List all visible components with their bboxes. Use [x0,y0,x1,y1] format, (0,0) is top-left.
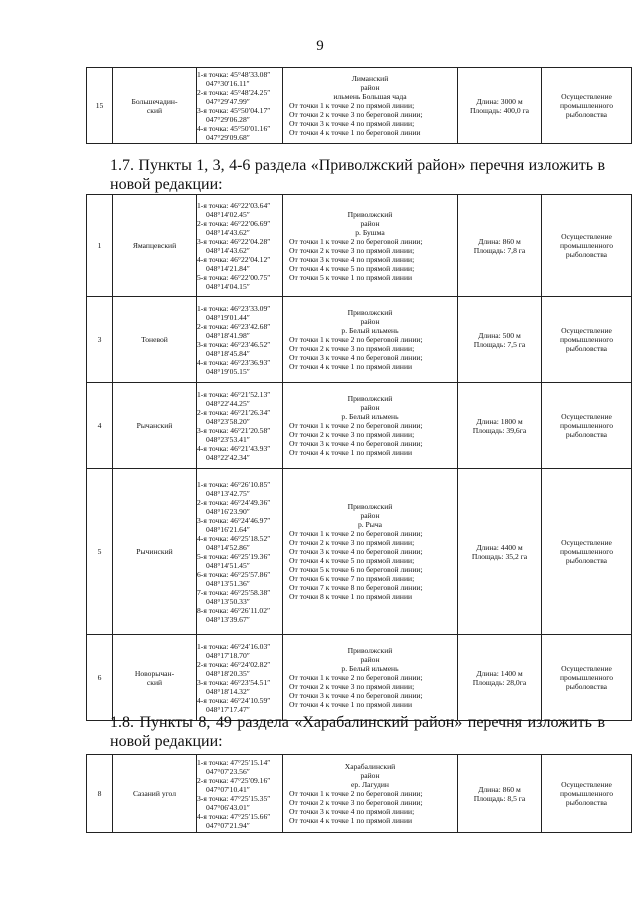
site-area: Площадь: 28,0га [472,677,527,687]
boundary-segment: От точки 5 к точке 1 по прямой линии [289,272,413,282]
coordinate-latitude: 2-я точка: 47°25′09.16″ [197,775,271,785]
coordinate-latitude: 4-я точка: 46°21′43.93″ [197,443,271,453]
coordinate-longitude: 048°19′01.44″ [206,312,250,322]
boundary-segment: От точки 2 к точке 3 по прямой линии; [289,682,415,691]
area-location: Приволжский [347,646,393,655]
boundary-description [283,755,458,833]
boundary-segment: От точки 4 к точке 1 по прямой линии [289,362,413,371]
area-location: район [360,218,380,228]
coordinate-longitude: 047°07′21.94″ [206,820,250,830]
coordinate-longitude: 048°22′42.34″ [206,452,250,462]
site-purpose: Осуществление промышленного рыболовства [542,297,632,383]
coordinate-latitude: 3-я точка: 46°23′46.52″ [197,339,271,349]
coordinate-longitude: 048°13′50.33″ [206,596,250,606]
area-location: Приволжский [347,502,393,511]
coordinate-latitude: 4-я точка: 46°23′36.93″ [197,357,271,367]
table-row [87,755,632,833]
coordinate-latitude: 5-я точка: 46°25′19.36″ [197,551,271,561]
coordinate-latitude: 7-я точка: 46°25′58.38″ [197,587,271,597]
boundary-segment: От точки 3 к точке 4 по береговой линии; [289,691,423,700]
coordinate-latitude: 4-я точка: 47°25′15.66″ [197,811,271,821]
boundary-description [283,297,458,383]
fishing-sites-table-kharabalinsky [86,754,632,833]
section-1-8-heading: 1.8. Пункты 8, 49 раздела «Харабалинский район» перечня изложить в новой редакции: [110,714,605,750]
area-location: р. Бушма [355,227,385,237]
coordinate-longitude: 047°06′43.01″ [206,802,250,812]
site-name: Рычанский [113,383,197,469]
boundary-description [283,469,458,635]
boundary-segment: От точки 1 к точке 2 по береговой линии; [289,335,423,344]
boundary-segment: От точки 4 к точке 1 по береговой линии [289,128,421,137]
site-name: Сазаний угол [113,755,197,833]
boundary-description [283,68,458,144]
coordinate-longitude: 048°13′39.67″ [206,614,250,624]
coordinate-latitude: 1-я точка: 46°22′03.64″ [197,200,271,210]
boundary-segment: От точки 2 к точке 3 по береговой линии; [289,798,423,807]
boundary-segment: От точки 1 к точке 2 по береговой линии; [289,673,423,682]
site-coordinates [197,469,283,635]
coordinate-longitude: 048°14′04.15″ [206,281,250,291]
coordinate-latitude: 1-я точка: 46°24′16.03″ [197,641,271,651]
site-coordinates [197,383,283,469]
site-area: Площадь: 400,0 га [469,105,530,115]
coordinate-latitude: 3-я точка: 46°22′04.28″ [197,236,271,246]
boundary-segment: От точки 1 к точке 2 по береговой линии; [289,236,423,246]
coordinate-latitude: 1-я точка: 45°48′33.08″ [197,69,271,79]
area-location: ильмень Большая чада [333,92,407,101]
site-number: 4 [87,383,113,469]
site-area: Площадь: 39,6га [472,425,527,435]
site-size [458,635,542,721]
boundary-segment: От точки 1 к точке 2 по береговой линии; [289,789,423,798]
area-location: Приволжский [347,209,393,219]
site-number: 5 [87,469,113,635]
coordinate-longitude: 048°13′42.75″ [206,488,250,498]
boundary-segment: От точки 4 к точке 1 по прямой линии [289,448,413,457]
coordinate-longitude: 048°16′23.90″ [206,506,250,516]
coordinate-latitude: 3-я точка: 46°24′46.97″ [197,515,271,525]
coordinate-longitude: 047°30′16.11″ [206,78,250,88]
coordinate-longitude: 048°14′51.45″ [206,560,250,570]
coordinate-longitude: 048°19′05.15″ [206,366,250,376]
coordinate-latitude: 3-я точка: 46°21′20.58″ [197,425,271,435]
boundary-segment: От точки 7 к точке 8 по береговой линии; [289,583,423,592]
site-coordinates [197,635,283,721]
boundary-segment: От точки 2 к точке 3 по прямой линии; [289,245,415,255]
coordinate-longitude: 047°29′47.99″ [206,96,250,106]
site-area: Площадь: 8,5 га [473,793,526,803]
coordinate-longitude: 048°14′02.45″ [206,209,250,219]
table-row [87,469,632,635]
area-location: р. Белый ильмень [341,664,399,673]
coordinate-longitude: 048°17′17.47″ [206,704,250,714]
site-length: Длина: 860 м [478,784,521,794]
area-location: ер. Лагудин [351,780,389,789]
site-size [458,755,542,833]
coordinate-longitude: 048°18′45.84″ [206,348,250,358]
boundary-segment: От точки 1 к точке 2 по береговой линии; [289,421,423,430]
coordinate-latitude: 1-я точка: 46°23′33.09″ [197,303,271,313]
coordinate-latitude: 3-я точка: 45°50′04.17″ [197,105,271,115]
boundary-segment: От точки 3 к точке 4 по береговой линии; [289,439,423,448]
site-area: Площадь: 35,2 га [471,551,528,561]
area-location: район [360,655,380,664]
coordinate-longitude: 048°18′20.35″ [206,668,250,678]
area-location: р. Белый ильмень [341,326,399,335]
coordinate-latitude: 4-я точка: 45°50′01.16″ [197,123,271,133]
coordinate-latitude: 2-я точка: 46°22′06.69″ [197,218,271,228]
site-length: Длина: 860 м [478,236,521,246]
boundary-segment: От точки 5 к точке 6 по береговой линии; [289,565,423,574]
coordinate-latitude: 3-я точка: 46°23′54.51″ [197,677,271,687]
coordinate-longitude: 048°18′14.32″ [206,686,250,696]
site-area: Площадь: 7,5 га [473,339,526,349]
boundary-segment: От точки 3 к точке 4 по береговой линии; [289,353,423,362]
coordinate-longitude: 048°22′44.25″ [206,398,250,408]
site-name: Большечадин- ский [113,68,197,144]
coordinate-latitude: 2-я точка: 46°21′26.34″ [197,407,271,417]
site-size [458,195,542,297]
area-location: район [360,403,380,412]
area-location: район [360,83,380,92]
boundary-segment: От точки 1 к точке 2 по береговой линии; [289,529,423,538]
boundary-segment: От точки 4 к точке 5 по прямой линии; [289,556,415,565]
coordinate-longitude: 048°23′58.20″ [206,416,250,426]
coordinate-latitude: 3-я точка: 47°25′15.35″ [197,793,271,803]
coordinate-latitude: 2-я точка: 46°24′02.82″ [197,659,271,669]
area-location: Приволжский [347,308,393,317]
site-name: Новорычан- ский [113,635,197,721]
coordinate-latitude: 1-я точка: 47°25′15.14″ [197,757,271,767]
boundary-segment: От точки 2 к точке 3 по прямой линии; [289,430,415,439]
site-number: 15 [87,68,113,144]
boundary-segment: От точки 3 к точке 4 по береговой линии; [289,547,423,556]
site-name: Ямапцевский [113,195,197,297]
site-number: 3 [87,297,113,383]
boundary-segment: От точки 2 к точке 3 по прямой линии; [289,538,415,547]
table-row [87,68,632,144]
area-location: р. Рыча [357,520,383,529]
area-location: район [360,511,380,520]
coordinate-latitude: 8-я точка: 46°26′11.02″ [197,605,271,615]
boundary-segment: От точки 3 к точке 4 по прямой линии; [289,807,415,816]
site-coordinates [197,297,283,383]
site-number: 8 [87,755,113,833]
section-1-7-heading: 1.7. Пункты 1, 3, 4-6 раздела «Приволжский район» перечня изложить в новой редакции: [110,157,605,193]
boundary-segment: От точки 2 к точке 3 по прямой линии; [289,344,415,353]
fishing-sites-table-privolzhsky [86,194,632,721]
coordinate-latitude: 5-я точка: 46°22′00.75″ [197,272,271,282]
coordinate-longitude: 048°16′21.64″ [206,524,250,534]
boundary-segment: От точки 4 к точке 5 по прямой линии; [289,263,415,273]
boundary-segment: От точки 3 к точке 4 по прямой линии; [289,254,415,264]
area-location: Харабалинский [344,762,396,771]
site-coordinates [197,195,283,297]
site-length: Длина: 3000 м [476,96,523,106]
area-location: р. Белый ильмень [341,412,399,421]
coordinate-latitude: 1-я точка: 46°21′52.13″ [197,389,271,399]
coordinate-longitude: 047°07′10.41″ [206,784,250,794]
site-coordinates [197,68,283,144]
table-row [87,195,632,297]
coordinate-latitude: 6-я точка: 46°25′57.86″ [197,569,271,579]
coordinate-latitude: 1-я точка: 46°26′10.85″ [197,479,271,489]
site-purpose: Осуществление промышленного рыболовства [542,383,632,469]
coordinate-longitude: 048°17′18.70″ [206,650,250,660]
site-length: Длина: 1800 м [476,416,523,426]
table-row [87,383,632,469]
site-length: Длина: 1400 м [476,668,523,678]
coordinate-longitude: 048°14′52.86″ [206,542,250,552]
fishing-sites-table-limansky [86,67,632,144]
coordinate-longitude: 048°23′53.41″ [206,434,250,444]
coordinate-longitude: 048°14′43.62″ [206,227,250,237]
boundary-description [283,635,458,721]
area-location: Приволжский [347,394,393,403]
site-purpose: Осуществление промышленного рыболовства [542,755,632,833]
site-purpose: Осуществление промышленного рыболовства [542,195,632,297]
coordinate-latitude: 2-я точка: 45°48′24.25″ [197,87,271,97]
coordinate-longitude: 048°13′51.36″ [206,578,250,588]
coordinate-longitude: 047°29′06.28″ [206,114,250,124]
coordinate-latitude: 2-я точка: 46°24′49.36″ [197,497,271,507]
boundary-description [283,383,458,469]
area-location: район [360,771,380,780]
site-name: Тоневой [113,297,197,383]
site-size [458,469,542,635]
site-length: Длина: 4400 м [476,542,523,552]
coordinate-latitude: 4-я точка: 46°24′10.59″ [197,695,271,705]
table-row [87,297,632,383]
site-size [458,383,542,469]
coordinate-latitude: 2-я точка: 46°23′42.68″ [197,321,271,331]
site-number: 1 [87,195,113,297]
boundary-segment: От точки 8 к точке 1 по прямой линии [289,592,413,601]
boundary-segment: От точки 3 к точке 4 по прямой линии; [289,119,415,128]
site-size [458,68,542,144]
site-purpose: Осуществление промышленного рыболовства [542,635,632,721]
coordinate-longitude: 048°14′43.62″ [206,245,250,255]
boundary-segment: От точки 4 к точке 1 по прямой линии [289,700,413,709]
area-location: район [360,317,380,326]
site-name: Рычинский [113,469,197,635]
page-number: 9 [316,38,324,54]
table-row [87,635,632,721]
boundary-segment: От точки 1 к точке 2 по прямой линии; [289,101,415,110]
site-purpose: Осуществление промышленного рыболовства [542,469,632,635]
site-coordinates [197,755,283,833]
site-size [458,297,542,383]
coordinate-latitude: 4-я точка: 46°22′04.12″ [197,254,271,264]
coordinate-longitude: 047°07′23.56″ [206,766,250,776]
coordinate-longitude: 047°29′09.68″ [206,132,250,142]
site-area: Площадь: 7,8 га [473,245,526,255]
coordinate-latitude: 4-я точка: 46°25′18.52″ [197,533,271,543]
boundary-segment: От точки 6 к точке 7 по прямой линии; [289,574,415,583]
boundary-segment: От точки 4 к точке 1 по прямой линии [289,816,413,825]
boundary-description [283,195,458,297]
coordinate-longitude: 048°18′41.98″ [206,330,250,340]
boundary-segment: От точки 2 к точке 3 по береговой линии; [289,110,423,119]
area-location: Лиманский [351,74,389,83]
coordinate-longitude: 048°14′21.84″ [206,263,250,273]
site-purpose: Осуществление промышленного рыболовства [542,68,632,144]
site-number: 6 [87,635,113,721]
site-length: Длина: 500 м [478,330,521,340]
